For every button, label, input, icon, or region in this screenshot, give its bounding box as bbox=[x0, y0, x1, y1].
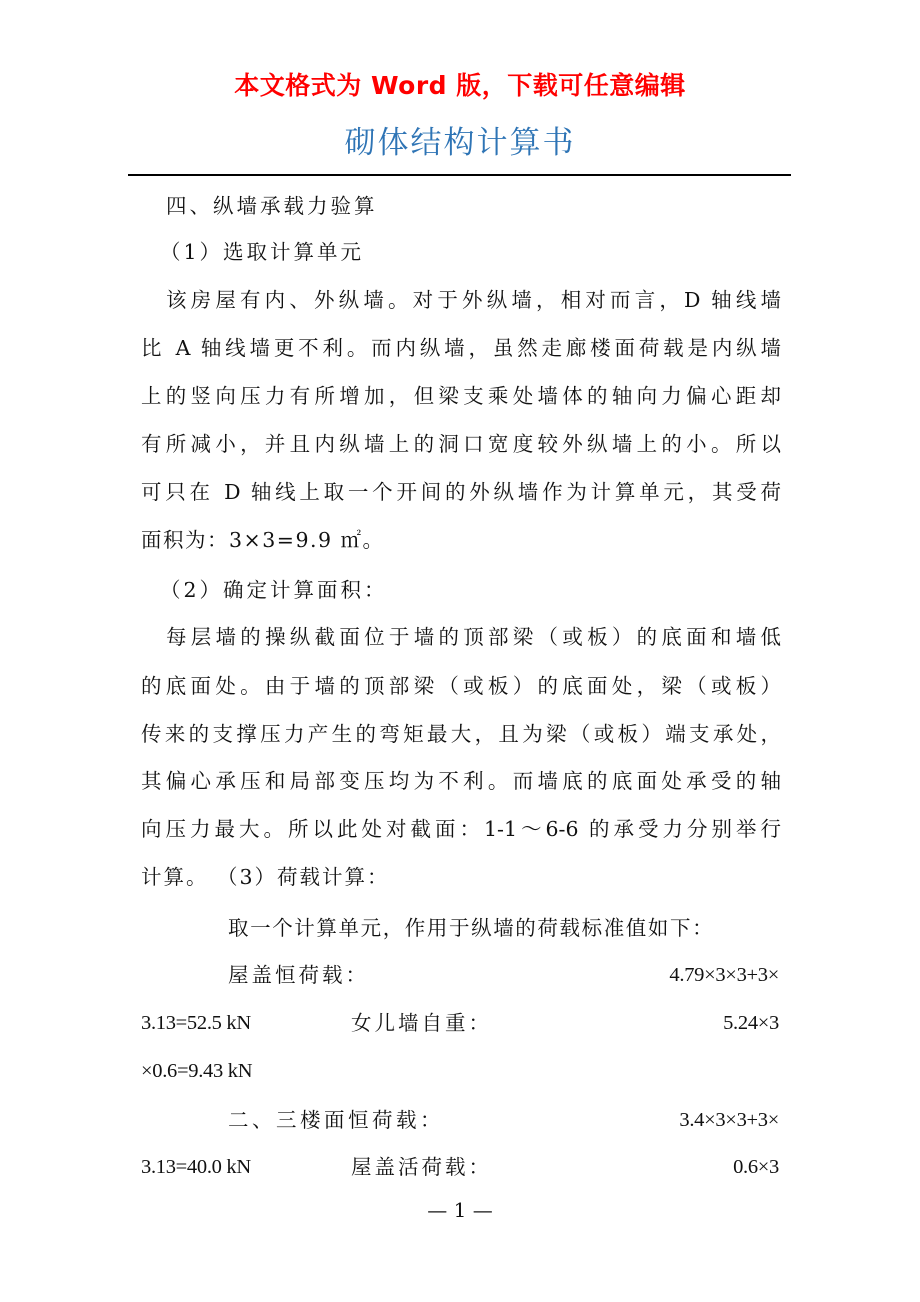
load-label: 女儿墙自重： bbox=[351, 1011, 492, 1035]
load-row-parapet bbox=[141, 999, 779, 1047]
load-expression: 0.6×3 bbox=[733, 1156, 779, 1178]
paragraph-line: 每层墙的操纵截面位于墙的顶部梁（或板）的底面和墙低 bbox=[166, 625, 781, 649]
load-row-parapet-result bbox=[141, 1047, 779, 1095]
subheading-compute-area: （2）确定计算面积： bbox=[160, 578, 388, 602]
load-label: 屋盖活荷载： bbox=[351, 1155, 492, 1179]
load-row-roof-live bbox=[141, 1143, 779, 1191]
section-heading: 四、纵墙承载力验算 bbox=[166, 194, 378, 218]
load-row-floor-dead bbox=[141, 1096, 779, 1144]
paragraph-line: 面积为：3×3=9.9 ㎡。 bbox=[141, 528, 385, 552]
paragraph-line: 其偏心承压和局部变压均为不利。而墙底的底面处承受的轴 bbox=[141, 769, 781, 793]
paragraph-line: 有所减小，并且内纵墙上的洞口宽度较外纵墙上的小。所以 bbox=[141, 432, 781, 456]
load-result: 3.13=40.0 kN bbox=[141, 1156, 251, 1178]
load-expression: 4.79×3×3+3× bbox=[669, 964, 779, 986]
document-title: 砌体结构计算书 bbox=[344, 125, 576, 161]
paragraph-line: 计算。 （3）荷载计算： bbox=[141, 865, 390, 889]
load-label: 二、三楼面恒荷载： bbox=[228, 1108, 444, 1132]
download-banner: 本文格式为 Word 版，下载可任意编辑 bbox=[234, 71, 686, 100]
load-expression: 3.4×3×3+3× bbox=[679, 1109, 779, 1131]
load-intro: 取一个计算单元，作用于纵墙的荷载标准值如下： bbox=[228, 916, 715, 940]
paragraph-line: 向压力最大。所以此处对截面：1-1～6-6 的承受力分别举行 bbox=[141, 817, 781, 841]
load-label: 屋盖恒荷载： bbox=[228, 963, 369, 987]
paragraph-line: 比 A 轴线墙更不利。而内纵墙，虽然走廊楼面荷载是内纵墙 bbox=[141, 336, 781, 360]
header-divider bbox=[128, 174, 791, 176]
paragraph-line: 该房屋有内、外纵墙。对于外纵墙，相对而言，D 轴线墙 bbox=[166, 288, 781, 312]
load-row-roof-dead bbox=[141, 951, 779, 999]
paragraph-line: 可只在 D 轴线上取一个开间的外纵墙作为计算单元，其受荷 bbox=[141, 480, 781, 504]
paragraph-line: 传来的支撑压力产生的弯矩最大，且为梁（或板）端支承处， bbox=[141, 722, 781, 746]
paragraph-line: 的底面处。由于墙的顶部梁（或板）的底面处，梁（或板） bbox=[141, 674, 781, 698]
page-number: — 1 — bbox=[427, 1198, 493, 1222]
load-expression: 5.24×3 bbox=[723, 1012, 779, 1034]
load-result: ×0.6=9.43 kN bbox=[141, 1060, 253, 1082]
subheading-select-unit: （1）选取计算单元 bbox=[160, 240, 365, 264]
paragraph-line: 上的竖向压力有所增加，但梁支乘处墙体的轴向力偏心距却 bbox=[141, 384, 781, 408]
load-result: 3.13=52.5 kN bbox=[141, 1012, 251, 1034]
